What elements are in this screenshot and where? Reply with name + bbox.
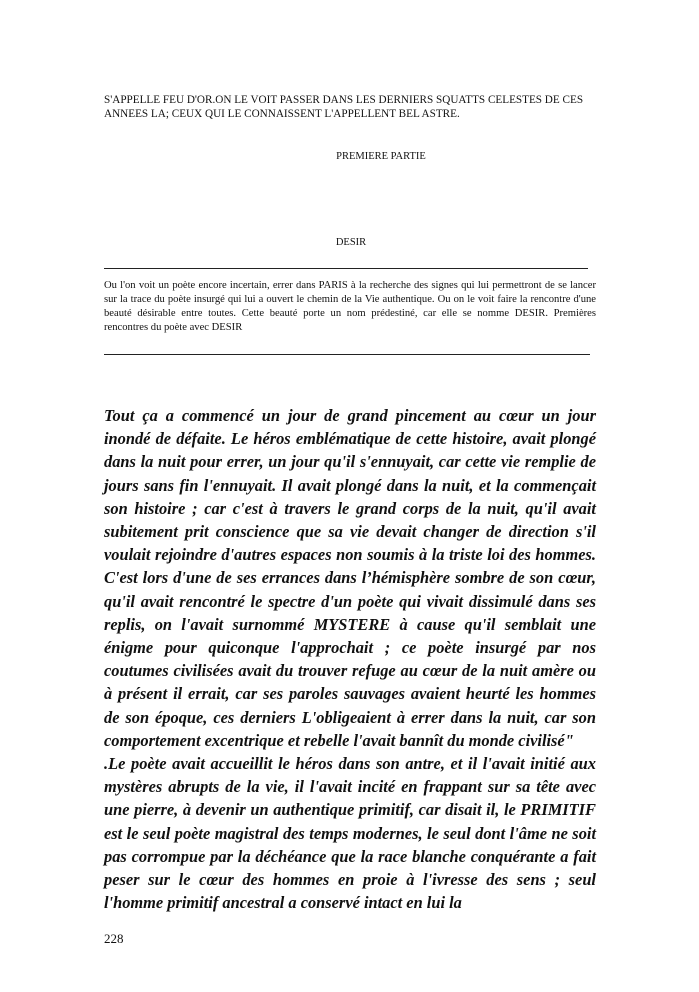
summary-top-divider	[104, 268, 588, 269]
summary-bottom-divider	[104, 354, 590, 355]
body-paragraph-1: Tout ça a commencé un jour de grand pincement au cœur un jour inondé de défaite. Le héros emblématique de cette histoire, avait plongé dans la nuit pour errer, un jour qu'il s'ennuyait, car cette vie remplie de jours sans fin l'ennuyait. Il avait plongé dans la nuit, et la commençait son histoire ; car c'est à travers le grand corps de la nuit, qu'il avait subitement prit conscience que sa vie devait changer de direction s'il voulait rejoindre d'autres espaces non soumis à la triste loi des hommes. C'est lors d'une de ses errances dans l’hémisphère sombre de son cœur, qu'il avait rencontré le spectre d'un poète qui vivait dissimulé dans ses replis, on l'avait surnommé MYSTERE à cause qu'il semblait une énigme pour quiconque l'approchait ; ce poète insurgé par nos coutumes civilisées avait du trouver refuge au cœur de la nuit amère ou à présent il errait, car ses paroles sauvages avaient heurté les hommes de son époque, ces derniers L'obligeaient à errer dans la nuit, car son comportement excentrique et rebelle l'avait bannît du monde civilisé"	[104, 406, 596, 750]
body-paragraph-2: .Le poète avait accueillit le héros dans son antre, et il l'avait initié aux mystères abrupts de la vie, il l'avait incité en frappant sur sa tête avec une pierre, à devenir un authentique primitif, car disait il, le PRIMITIF est le seul poète magistral des temps modernes, le seul dont l'âme ne soit pas corrompue par la déchéance que la race blanche conquérante a fait peser sur le cœur des hommes en proie à l'ivresse des sens ; seul l'homme primitif ancestral a conservé intact en lui la	[104, 754, 596, 913]
part-title: PREMIERE PARTIE	[336, 151, 426, 162]
chapter-title: DESIR	[335, 237, 367, 248]
page-number: 228	[104, 931, 124, 946]
main-body-text	[104, 404, 596, 914]
chapter-summary: Ou l'on voit un poète encore incertain, errer dans PARIS à la recherche des signes qui lui permettront de se lancer sur la trace du poète insurgé qui lui a ouvert le chemin de la Vie authentique. Ou on le voit faire la rencontre d'une beauté désirable entre toutes. Cette beauté porte un nom prédestiné, car elle se nomme DESIR. Premières rencontres du poète avec DESIR	[104, 280, 596, 333]
running-header: S'APPELLE FEU D'OR.ON LE VOIT PASSER DANS LES DERNIERS SQUATTS CELESTES DE CES ANNEES LA; CEUX QUI LE CONNAISSENT L'APPELLENT BEL ASTRE.	[104, 94, 584, 120]
